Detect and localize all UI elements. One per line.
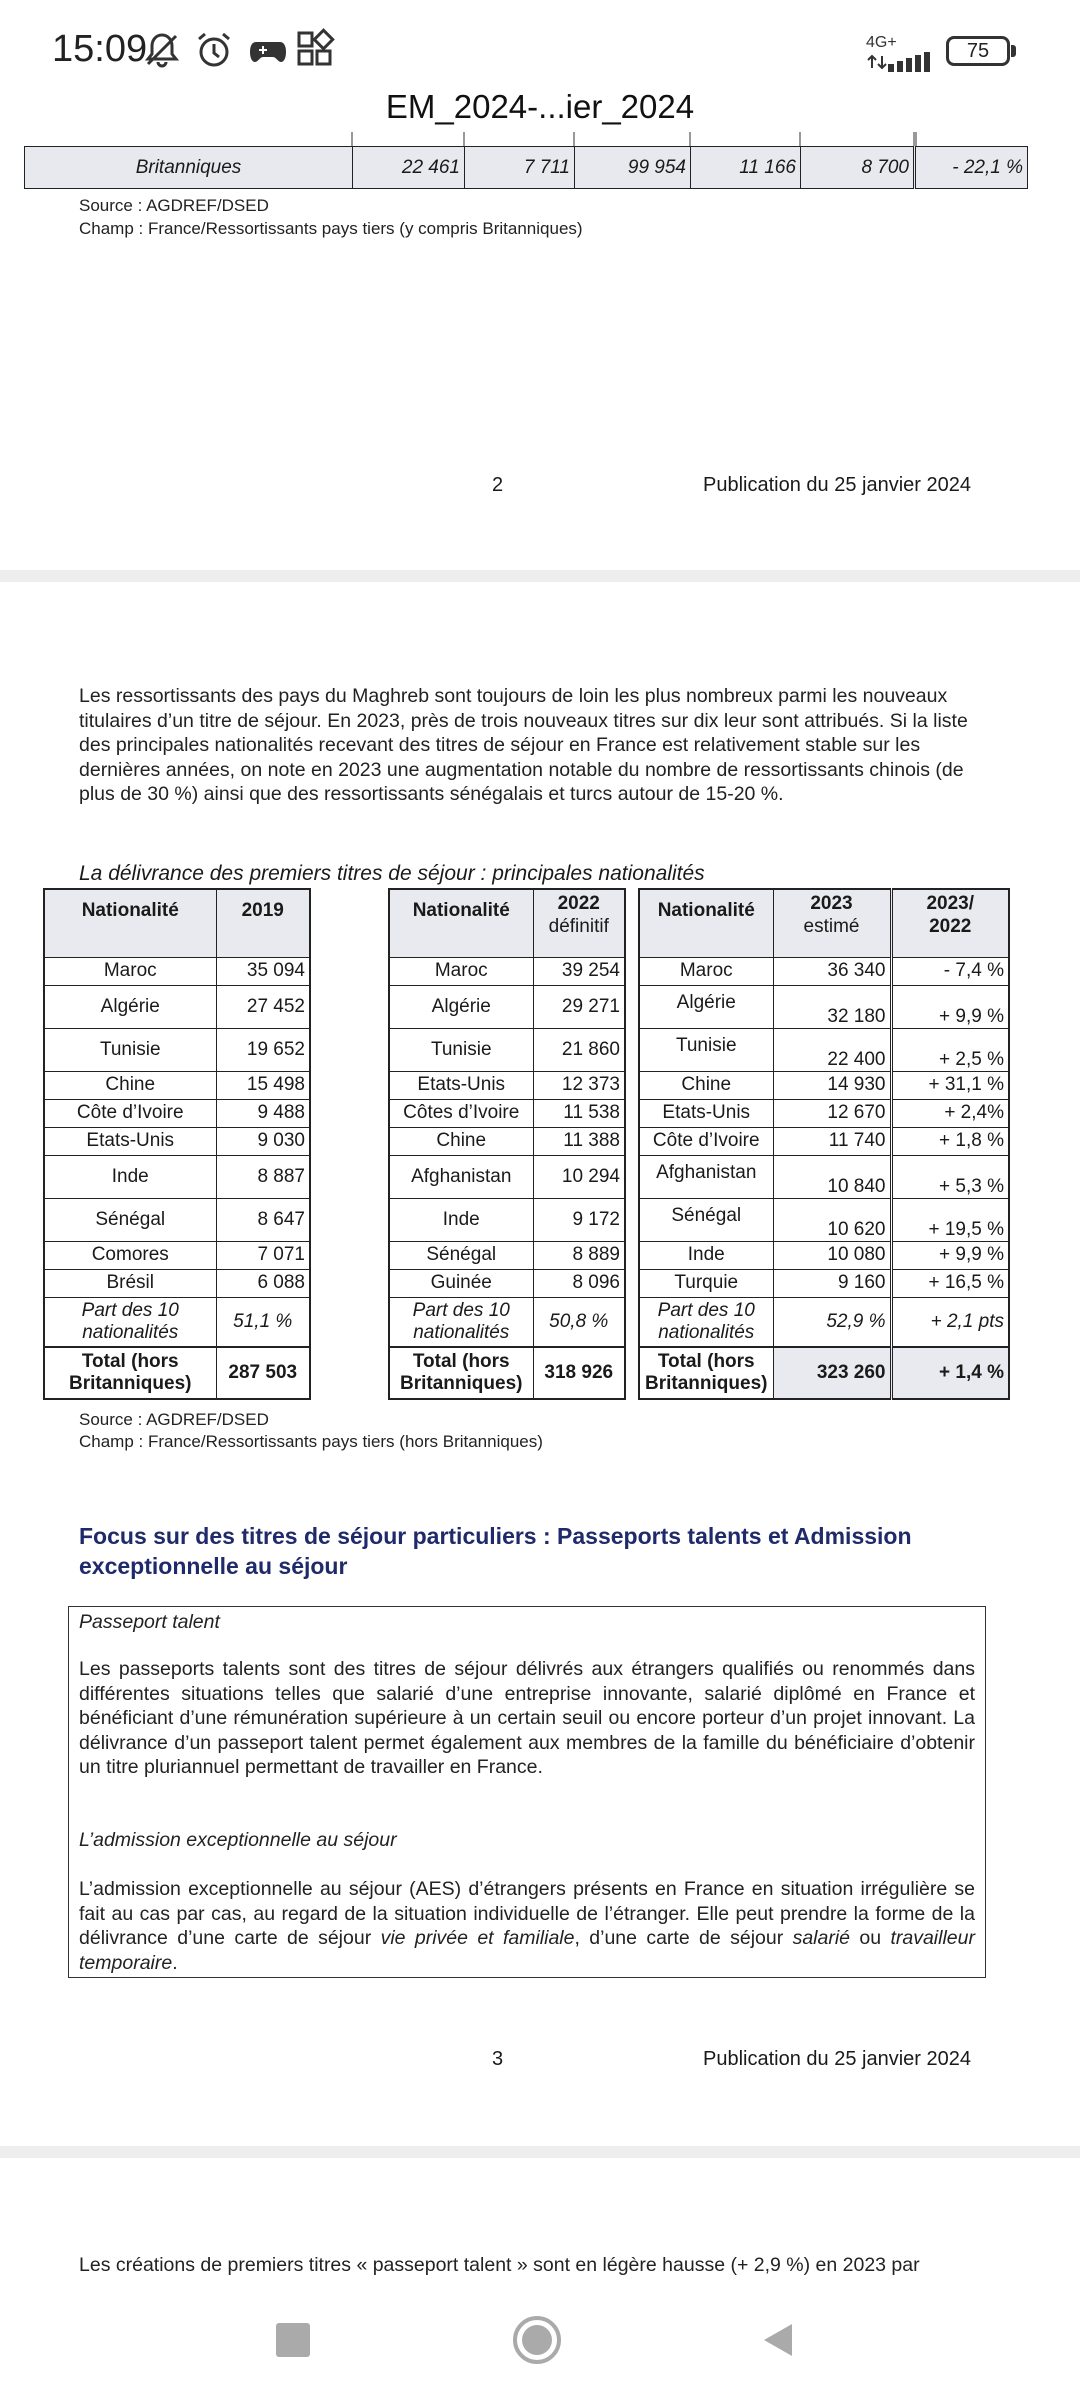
apps-grid-icon: [296, 30, 334, 76]
table-row: [44, 1198, 310, 1241]
table-row: [44, 1155, 310, 1198]
part-label: Part des 10 nationalités: [389, 1297, 533, 1347]
cell-variation: + 9,9 %: [891, 985, 1009, 1028]
cell-nationality: Inde: [639, 1241, 773, 1269]
cell-nationality: Chine: [639, 1071, 773, 1099]
cell-nationality: Algérie: [639, 985, 773, 1028]
cell-nationality: Inde: [44, 1155, 216, 1198]
table-row: [389, 1127, 625, 1155]
table-row: [389, 1155, 625, 1198]
total-value: 287 503: [216, 1347, 310, 1399]
cell-nationality: Côte d’Ivoire: [44, 1099, 216, 1127]
battery-icon: 75: [946, 36, 1010, 66]
header-2023-status: estimé: [803, 916, 860, 937]
part-value: 52,9 %: [773, 1297, 891, 1347]
table-row: [639, 985, 1009, 1028]
aes-em-3: travailleur temporaire: [79, 1927, 975, 1974]
cell-value: 11 740: [773, 1127, 891, 1155]
cell-value: 7 071: [216, 1241, 310, 1269]
cell-variation: + 31,1 %: [891, 1071, 1009, 1099]
cell-value: 39 254: [533, 957, 625, 985]
table-row: [639, 1028, 1009, 1071]
home-button[interactable]: [512, 2315, 562, 2365]
total-label: Total (hors Britanniques): [639, 1347, 773, 1399]
page3-source: Source : AGDREF/DSED: [79, 1410, 269, 1429]
cell-nationality: Côte d’Ivoire: [639, 1127, 773, 1155]
table-row: [389, 1198, 625, 1241]
passport-title: Passeport talent: [79, 1611, 220, 1633]
cell-nationality: Etats-Unis: [389, 1071, 533, 1099]
cell-variation: + 2,4%: [891, 1099, 1009, 1127]
cell-variation: + 1,8 %: [891, 1127, 1009, 1155]
cell-variation: + 5,3 %: [891, 1155, 1009, 1198]
cell-nationality: Sénégal: [389, 1241, 533, 1269]
cell-value: 15 498: [216, 1071, 310, 1099]
status-time: 15:09: [52, 28, 148, 70]
header-2022-year: 2022: [557, 893, 600, 914]
cell-variation: + 9,9 %: [891, 1241, 1009, 1269]
cell-value: 14 930: [773, 1071, 891, 1099]
part-row: [639, 1297, 1009, 1347]
part-value: 50,8 %: [533, 1297, 625, 1347]
page2-source: Source : AGDREF/DSED: [79, 196, 269, 215]
cell-value: 10 840: [773, 1155, 891, 1198]
cell-nationality: Maroc: [44, 957, 216, 985]
cell-value: 21 860: [533, 1028, 625, 1071]
table-row: [389, 957, 625, 985]
table-row: [639, 1127, 1009, 1155]
game-controller-icon: [248, 30, 288, 78]
cell-value: 8 889: [533, 1241, 625, 1269]
page4-partial-line: Les créations de premiers titres « passeport talent » sont en légère hausse (+ 2,9 %) en 2023 par: [79, 2254, 920, 2276]
header-2022-status: définitif: [548, 916, 609, 937]
cell-value: 32 180: [773, 985, 891, 1028]
cell-value: 11 388: [533, 1127, 625, 1155]
cell-variation: - 7,4 %: [891, 957, 1009, 985]
cell-nationality: Maroc: [639, 957, 773, 985]
cell-value: 8 887: [216, 1155, 310, 1198]
table-header-row: [44, 889, 310, 957]
total-label: Total (hors Britanniques): [44, 1347, 216, 1399]
cell-value: 6 088: [216, 1269, 310, 1297]
document-title: EM_2024-...ier_2024: [385, 88, 695, 125]
page2-champ: Champ : France/Ressortissants pays tiers (y compris Britanniques): [79, 219, 583, 238]
cell-value: 8 647: [216, 1198, 310, 1241]
cell-value: 12 373: [533, 1071, 625, 1099]
cell-nationality: Côtes d’Ivoire: [389, 1099, 533, 1127]
aes-text-2: , d’une carte de séjour: [574, 1927, 793, 1949]
header-var-1: 2023/: [926, 893, 975, 914]
header-2023: [773, 889, 891, 957]
recents-button[interactable]: [276, 2323, 310, 2357]
signal-icon: [866, 52, 932, 72]
focus-heading: Focus sur des titres de séjour particuliers : Passeports talents et Admission exceptionnelle au séjour: [79, 1523, 912, 1579]
part-label: Part des 10 nationalités: [44, 1297, 216, 1347]
cell-value: 11 538: [533, 1099, 625, 1127]
table-row: [639, 1269, 1009, 1297]
cell-variation: + 2,5 %: [891, 1028, 1009, 1071]
aes-text-1: L’admission exceptionnelle au séjour (AES) d’étrangers présents en France en situation irrégulière se fait au cas par cas, au regard de la situation individuelle de l’étranger. Elle peut prendre la forme de la délivrance d’une carte de séjour: [79, 1878, 975, 1949]
cell-nationality: Tunisie: [389, 1028, 533, 1071]
cell-nationality: Chine: [389, 1127, 533, 1155]
cell-value: 10 294: [533, 1155, 625, 1198]
table-row: [389, 985, 625, 1028]
header-var-2: 2022: [929, 916, 972, 937]
cell-value: 10 080: [773, 1241, 891, 1269]
cell-variation: + 16,5 %: [891, 1269, 1009, 1297]
total-variation: + 1,4 %: [891, 1347, 1009, 1399]
total-row: [639, 1347, 1009, 1399]
table-row: [44, 1099, 310, 1127]
cell-nationality: Sénégal: [44, 1198, 216, 1241]
part-value: 51,1 %: [216, 1297, 310, 1347]
aes-em-1: vie privée et familiale: [380, 1927, 575, 1949]
cell-value: 10 620: [773, 1198, 891, 1241]
table-row: [389, 1028, 625, 1071]
table-header-row: [389, 889, 625, 957]
page3-number: 3: [492, 2048, 504, 2070]
network-type: 4G+: [866, 34, 897, 51]
total-label: Total (hors Britanniques): [389, 1347, 533, 1399]
part-row: [389, 1297, 625, 1347]
cell-nationality: Maroc: [389, 957, 533, 985]
britanniques-row-table: [24, 146, 1028, 189]
table-row: [639, 1155, 1009, 1198]
cell: 8 700: [801, 147, 915, 189]
cell-nationality: Inde: [389, 1198, 533, 1241]
row-label: Britanniques: [25, 147, 353, 189]
cell-value: 22 400: [773, 1028, 891, 1071]
header-nationalite: Nationalité: [639, 889, 773, 957]
cell-value: 19 652: [216, 1028, 310, 1071]
total-value: 323 260: [773, 1347, 891, 1399]
cell-value: 9 160: [773, 1269, 891, 1297]
table-row: [389, 1269, 625, 1297]
battery-tip: [1011, 45, 1016, 57]
info-box: [68, 1606, 986, 1978]
cell-nationality: Brésil: [44, 1269, 216, 1297]
table-row: [639, 1099, 1009, 1127]
silent-bell-icon: [142, 30, 182, 78]
table-2019: [43, 888, 311, 1400]
aes-title: L’admission exceptionnelle au séjour: [79, 1829, 397, 1851]
status-bar: [0, 0, 1080, 125]
aes-text-3: ou: [850, 1927, 891, 1949]
cell-value: 12 670: [773, 1099, 891, 1127]
cell: 99 954: [575, 147, 691, 189]
cell-nationality: Turquie: [639, 1269, 773, 1297]
table-row: [639, 1198, 1009, 1241]
header-nationalite: Nationalité: [44, 889, 216, 957]
intro-paragraph: Les ressortissants des pays du Maghreb sont toujours de loin les plus nombreux parmi les nouveaux titulaires d’un titre de séjour. En 2023, près de trois nouveaux titres sur dix leur sont attribués. Si la liste des principales nationalités recevant des titres de séjour en France est relativement stable sur les dernières années, on note en 2023 une augmentation notable du nombre de ressortissants chinois (de plus de 30 %) ainsi que des ressortissants sénégalais et turcs autour de 15-20 %.: [79, 685, 968, 805]
table-2023: [638, 888, 1010, 1400]
cell-nationality: Comores: [44, 1241, 216, 1269]
page3-champ: Champ : France/Ressortissants pays tiers (hors Britanniques): [79, 1432, 543, 1451]
total-row: [44, 1347, 310, 1399]
table-row: [44, 1127, 310, 1155]
table-row: [389, 1071, 625, 1099]
part-row: [44, 1297, 310, 1347]
page2-number: 2: [492, 474, 504, 496]
part-variation: + 2,1 pts: [891, 1297, 1009, 1347]
header-2023-year: 2023: [810, 893, 853, 914]
cell-nationality: Chine: [44, 1071, 216, 1099]
cell-value: 36 340: [773, 957, 891, 985]
header-variation: [891, 889, 1009, 957]
header-nationalite: Nationalité: [389, 889, 533, 957]
cell: 7 711: [465, 147, 575, 189]
cell-value: 27 452: [216, 985, 310, 1028]
table-row: [639, 1241, 1009, 1269]
aes-text-4: .: [172, 1951, 178, 1974]
part-label: Part des 10 nationalités: [639, 1297, 773, 1347]
table-row: [44, 1028, 310, 1071]
page3-publication: Publication du 25 janvier 2024: [703, 2048, 971, 2070]
cell-value: 9 172: [533, 1198, 625, 1241]
total-value: 318 926: [533, 1347, 625, 1399]
table-row: [389, 1099, 625, 1127]
cell-nationality: Afghanistan: [639, 1155, 773, 1198]
cell-nationality: Afghanistan: [389, 1155, 533, 1198]
cell-value: 8 096: [533, 1269, 625, 1297]
cell-nationality: Algérie: [44, 985, 216, 1028]
table-row: [44, 1071, 310, 1099]
table-row: [389, 1241, 625, 1269]
navigation-bar: [0, 2280, 1080, 2400]
aes-text: [79, 1877, 975, 1975]
table-row: [44, 985, 310, 1028]
cell-nationality: Tunisie: [639, 1028, 773, 1071]
cell-nationality: Etats-Unis: [44, 1127, 216, 1155]
back-button[interactable]: [758, 2320, 798, 2360]
table-2022: [388, 888, 626, 1400]
cell: 11 166: [691, 147, 801, 189]
cell-variation: + 19,5 %: [891, 1198, 1009, 1241]
table-row: [44, 957, 310, 985]
cell: 22 461: [353, 147, 465, 189]
cell-value: 9 030: [216, 1127, 310, 1155]
cell-nationality: Tunisie: [44, 1028, 216, 1071]
cell-value: 9 488: [216, 1099, 310, 1127]
table-header-row: [639, 889, 1009, 957]
page-separator: [0, 570, 1080, 582]
page2-publication: Publication du 25 janvier 2024: [703, 474, 971, 496]
table-title: La délivrance des premiers titres de séjour : principales nationalités: [79, 862, 705, 885]
cell-nationality: Sénégal: [639, 1198, 773, 1241]
table-row: [25, 147, 1028, 189]
total-row: [389, 1347, 625, 1399]
alarm-icon: [194, 30, 234, 78]
aes-em-2: salarié: [792, 1927, 851, 1949]
page-separator: [0, 2146, 1080, 2158]
header-2022: [533, 889, 625, 957]
table-row: [639, 957, 1009, 985]
cell: - 22,1 %: [915, 147, 1028, 189]
table-row: [44, 1241, 310, 1269]
passport-text: Les passeports talents sont des titres de séjour délivrés aux étrangers qualifiés ou renommés dans différentes situations telles que salarié d’une entreprise innovante, salarié diplômé en France et bénéficiant d’une rémunération supérieure à un certain seuil ou encore porteur d’un projet innovant. La délivrance d’un passeport talent permet également aux membres de la famille du bénéficiaire d’obtenir un titre pluriannuel permettant de travailler en France.: [79, 1658, 975, 1778]
cell-value: 35 094: [216, 957, 310, 985]
cell-nationality: Etats-Unis: [639, 1099, 773, 1127]
table-row: [639, 1071, 1009, 1099]
header-2019: 2019: [216, 889, 310, 957]
table-row: [44, 1269, 310, 1297]
cell-nationality: Guinée: [389, 1269, 533, 1297]
page4-partial-clip: [79, 2254, 979, 2276]
cell-value: 29 271: [533, 985, 625, 1028]
cell-nationality: Algérie: [389, 985, 533, 1028]
